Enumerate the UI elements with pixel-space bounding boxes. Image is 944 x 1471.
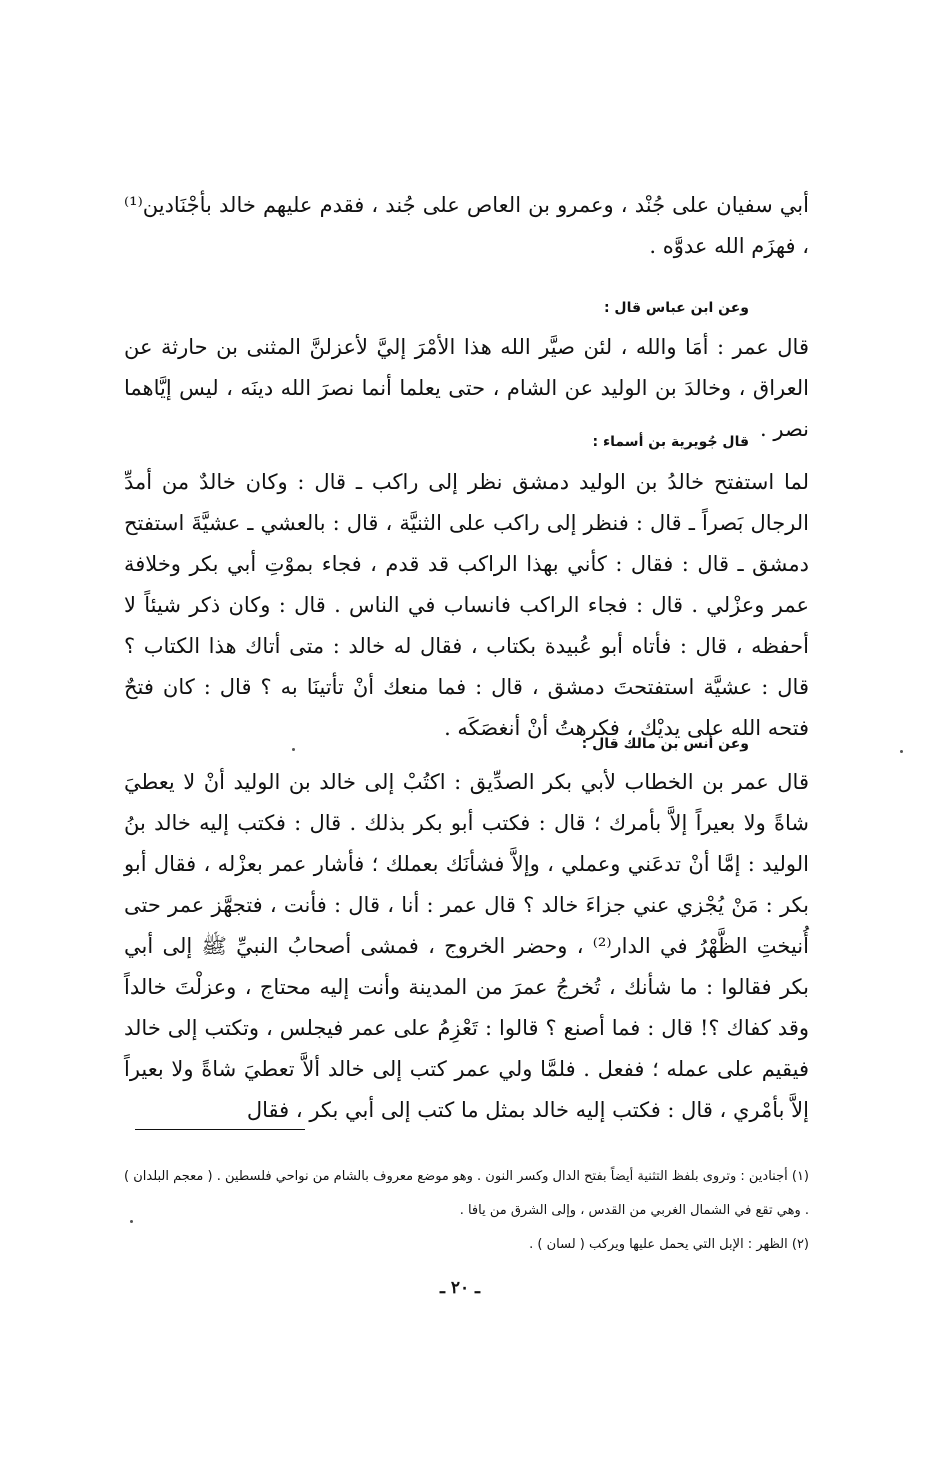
page-number: ـ ٢٠ ـ: [439, 1278, 481, 1298]
scan-speck: [900, 750, 903, 753]
footnote-divider: [135, 1129, 305, 1130]
scan-speck: [130, 1220, 133, 1223]
paragraph-3-text: لما استفتح خالدُ بن الوليد دمشق نظر إلى راكب ـ قال : وكان خالدٌ من أمدِّ الرجال بَصراً ـ قال : فنظر إلى راكب على الثنيَّة ، قال : بالعشي ـ عشيَّةَ استفتح دمشق ـ قال : فقال : كأني بهذا الراكب قد قدم ، فجاء بموْتِ أبي بكر وخلافة عمر وعزْلي . قال : فجاء الراكب فانساب في الناس . قال : وكان ذكر شيئاً لا أحفظه ، قال : فأتاه أبو عُبيدة بكتاب ، فقال له خالد : متى أتاك هذا الكتاب ؟ قال : عشيَّة استفتحتَ دمشق ، قال : فما منعك أنْ تأتينَا به ؟ قال : كان فتحٌ فتحه الله على يديْك ، فكرهتُ أنْ أنغصَكَه .: [124, 470, 809, 740]
heading-anas: وعن أنس بن مالك قال :: [581, 736, 749, 752]
heading-ibn-abbas: وعن ابن عباس قال :: [603, 300, 749, 316]
paragraph-4: [124, 762, 809, 1131]
paragraph-3: [124, 462, 809, 749]
heading-juwayriya: قال جُويرية بن أسماء :: [592, 434, 749, 450]
scan-speck: [292, 748, 295, 751]
paragraph-2: [124, 327, 809, 450]
paragraph-2-text: قال عمر : أمَا والله ، لئن صيَّر الله هذا الأمْرَ إليَّ لأعزلنَّ المثنى بن حارثة عن العراق ، وخالدَ بن الوليد عن الشام ، حتى يعلما أنما نصرَ الله دينَه ، ليس إيَّاهما نصر .: [124, 335, 809, 441]
paragraph-4-text: قال عمر بن الخطاب لأبي بكر الصدِّيق : اكتُبْ إلى خالد بن الوليد أنْ لا يعطيَ شاةً ولا بعيراً إلاَّ بأمرك ؛ قال : فكتب أبو بكر بذلك . قال : فكتب إليه خالد بنُ الوليد : إمَّا أنْ تدعَني وعملي ، وإلاَّ فشأنَك بعملك ؛ فأشار عمر بعزْله ، فقال أبو بكر : مَنْ يُجْزي عني جزاءَ خالد ؟ قال عمر : أنا ، قال : فأنت ، فتجهَّز عمر حتى أُنيختِ الظَّهْرُ في الدار⁽²⁾ ، وحضر الخروج ، فمشى أصحابُ النبيِّ ﷺ إلى أبي بكر فقالوا : ما شأنك ، تُخرجُ عمرَ من المدينة وأنت إليه محتاج ، وعزلْتَ خالداً وقد كفاك ؟! قال : فما أصنع ؟ قالوا : تَعْزِمُ على عمر فيجلس ، وتكتب إلى خالد فيقيم على عمله ؛ ففعل . فلمَّا ولي عمر كتب إلى خالد ألاَّ تعطيَ شاةً ولا بعيراً إلاَّ بأمْري ، قال : فكتب إليه خالد بمثل ما كتب إلى أبي بكر ، فقال: [124, 770, 809, 1122]
footnote-1: (١) أجنادين : وتروى بلفظ التثنية أيضاً بفتح الدال وكسر النون . وهو موضع معروف بالشام من نواحي فلسطين . ( معجم البلدان ) . وهي تقع في الشمال الغربي من القدس ، وإلى الشرق من يافا .: [124, 1169, 809, 1218]
footnote-2: (٢) الظهر : الإبل التي يحمل عليها ويركب ( لسان ) .: [529, 1237, 809, 1252]
paragraph-1-text: أبي سفيان على جُنْد ، وعمرو بن العاص على جُند ، فقدم عليهم خالد بأجْنَادين⁽¹⁾ ، فهزَم الله عدوَّه .: [124, 193, 809, 258]
paragraph-1: [124, 185, 809, 267]
